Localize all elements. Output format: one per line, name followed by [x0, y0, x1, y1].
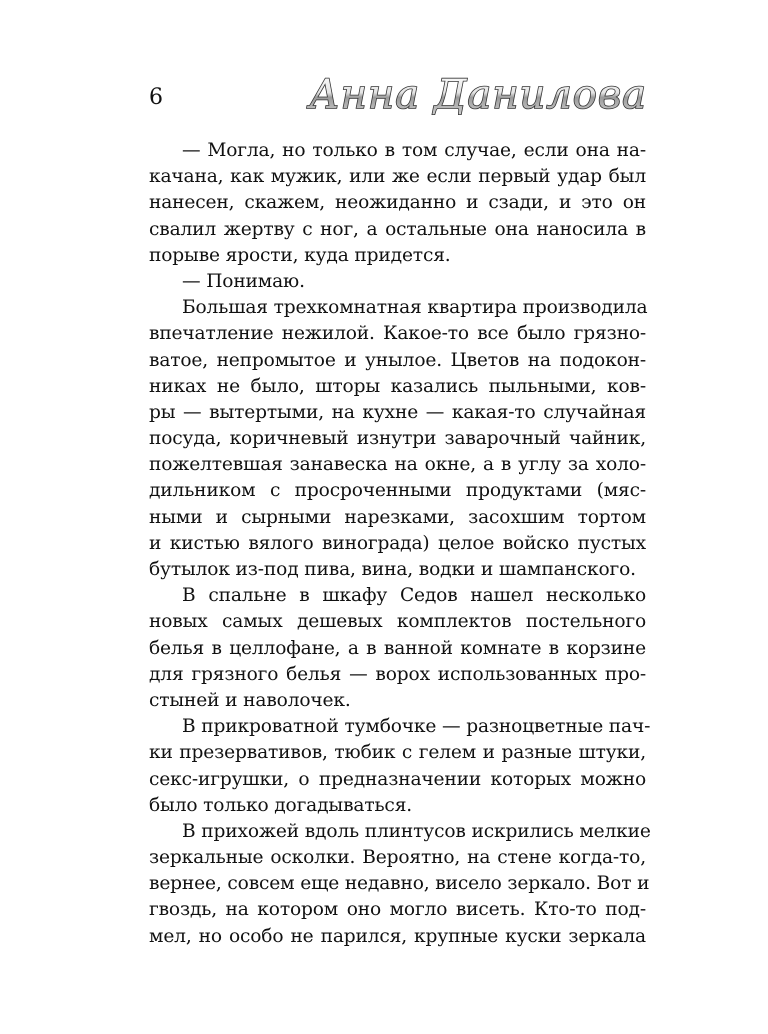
text-line: бутылок из-под пива, вина, водки и шампанского. — [149, 559, 636, 580]
text-line: В прикроватной тумбочке — разноцветные пач- — [182, 716, 651, 738]
paragraph — [149, 295, 646, 583]
text-line: качана, как мужик, или же если первый удар был — [149, 166, 646, 188]
text-line: — Могла, но только в том случае, если она на- — [182, 140, 646, 161]
text-line: нанесен, скажем, неожиданно и сзади, и это он — [149, 192, 646, 214]
text-line: и кистью вялого винограда) целое войско пустых — [149, 532, 646, 554]
text-line: впечатление нежилой. Какое-то все было грязно- — [149, 323, 646, 345]
author-name-logo — [309, 62, 655, 124]
paragraph — [149, 714, 651, 819]
text-line: В прихожей вдоль плинтусов искрились мелкие — [182, 820, 651, 842]
text-line: порыве ярости, куда придется. — [149, 244, 451, 266]
text-line: гвоздь, на котором оно могло висеть. Кто-то под- — [149, 899, 646, 921]
text-line: вернее, совсем еще недавно, висело зеркало. Вот и — [149, 873, 650, 895]
paragraph — [149, 583, 646, 714]
text-line: посуда, коричневый изнутри заварочный чайник, — [149, 428, 646, 450]
text-line: В спальне в шкафу Седов нашел несколько — [182, 585, 646, 607]
text-line: новых самых дешевых комплектов постельного — [149, 611, 646, 633]
paragraph — [149, 269, 646, 295]
text-line: — Понимаю. — [182, 270, 305, 292]
text-line: секс-игрушки, о предназначении которых можно — [149, 768, 646, 790]
text-line: ры — вытертыми, на кухне — какая-то случайная — [149, 401, 646, 423]
page-number: 6 — [149, 85, 163, 110]
text-line: мел, но особо не парился, крупные куски зеркала — [149, 925, 646, 947]
paragraph — [149, 138, 646, 269]
text-line: ки презервативов, тюбик с гелем и разные штуки, — [149, 742, 646, 764]
text-line: для грязного белья — ворох использованных про- — [149, 663, 646, 685]
text-line: ными и сырными нарезками, засохшим тортом — [149, 506, 646, 528]
text-line: было только догадываться. — [149, 794, 413, 816]
text-line: дильником с просроченными продуктами (мяс- — [149, 480, 646, 502]
text-line: пожелтевшая занавеска на окне, а в углу за холо- — [149, 454, 646, 476]
text-line: ватое, непромытое и унылое. Цветов на подокон- — [149, 349, 646, 371]
text-line: Большая трехкомнатная квартира производила — [182, 297, 648, 319]
text-line: стыней и наволочек. — [149, 689, 351, 711]
text-line: белья в целлофане, а в ванной комнате в корзине — [149, 637, 646, 659]
text-line: никах не было, шторы казались пыльными, ков- — [149, 375, 646, 397]
text-line: свалил жертву с ног, а остальные она наносила в — [149, 218, 646, 240]
text-line: зеркальные осколки. Вероятно, на стене когда-то, — [149, 847, 646, 869]
author-name: Анна Данилова — [309, 72, 647, 118]
body-text — [149, 138, 651, 950]
paragraph — [149, 819, 651, 950]
